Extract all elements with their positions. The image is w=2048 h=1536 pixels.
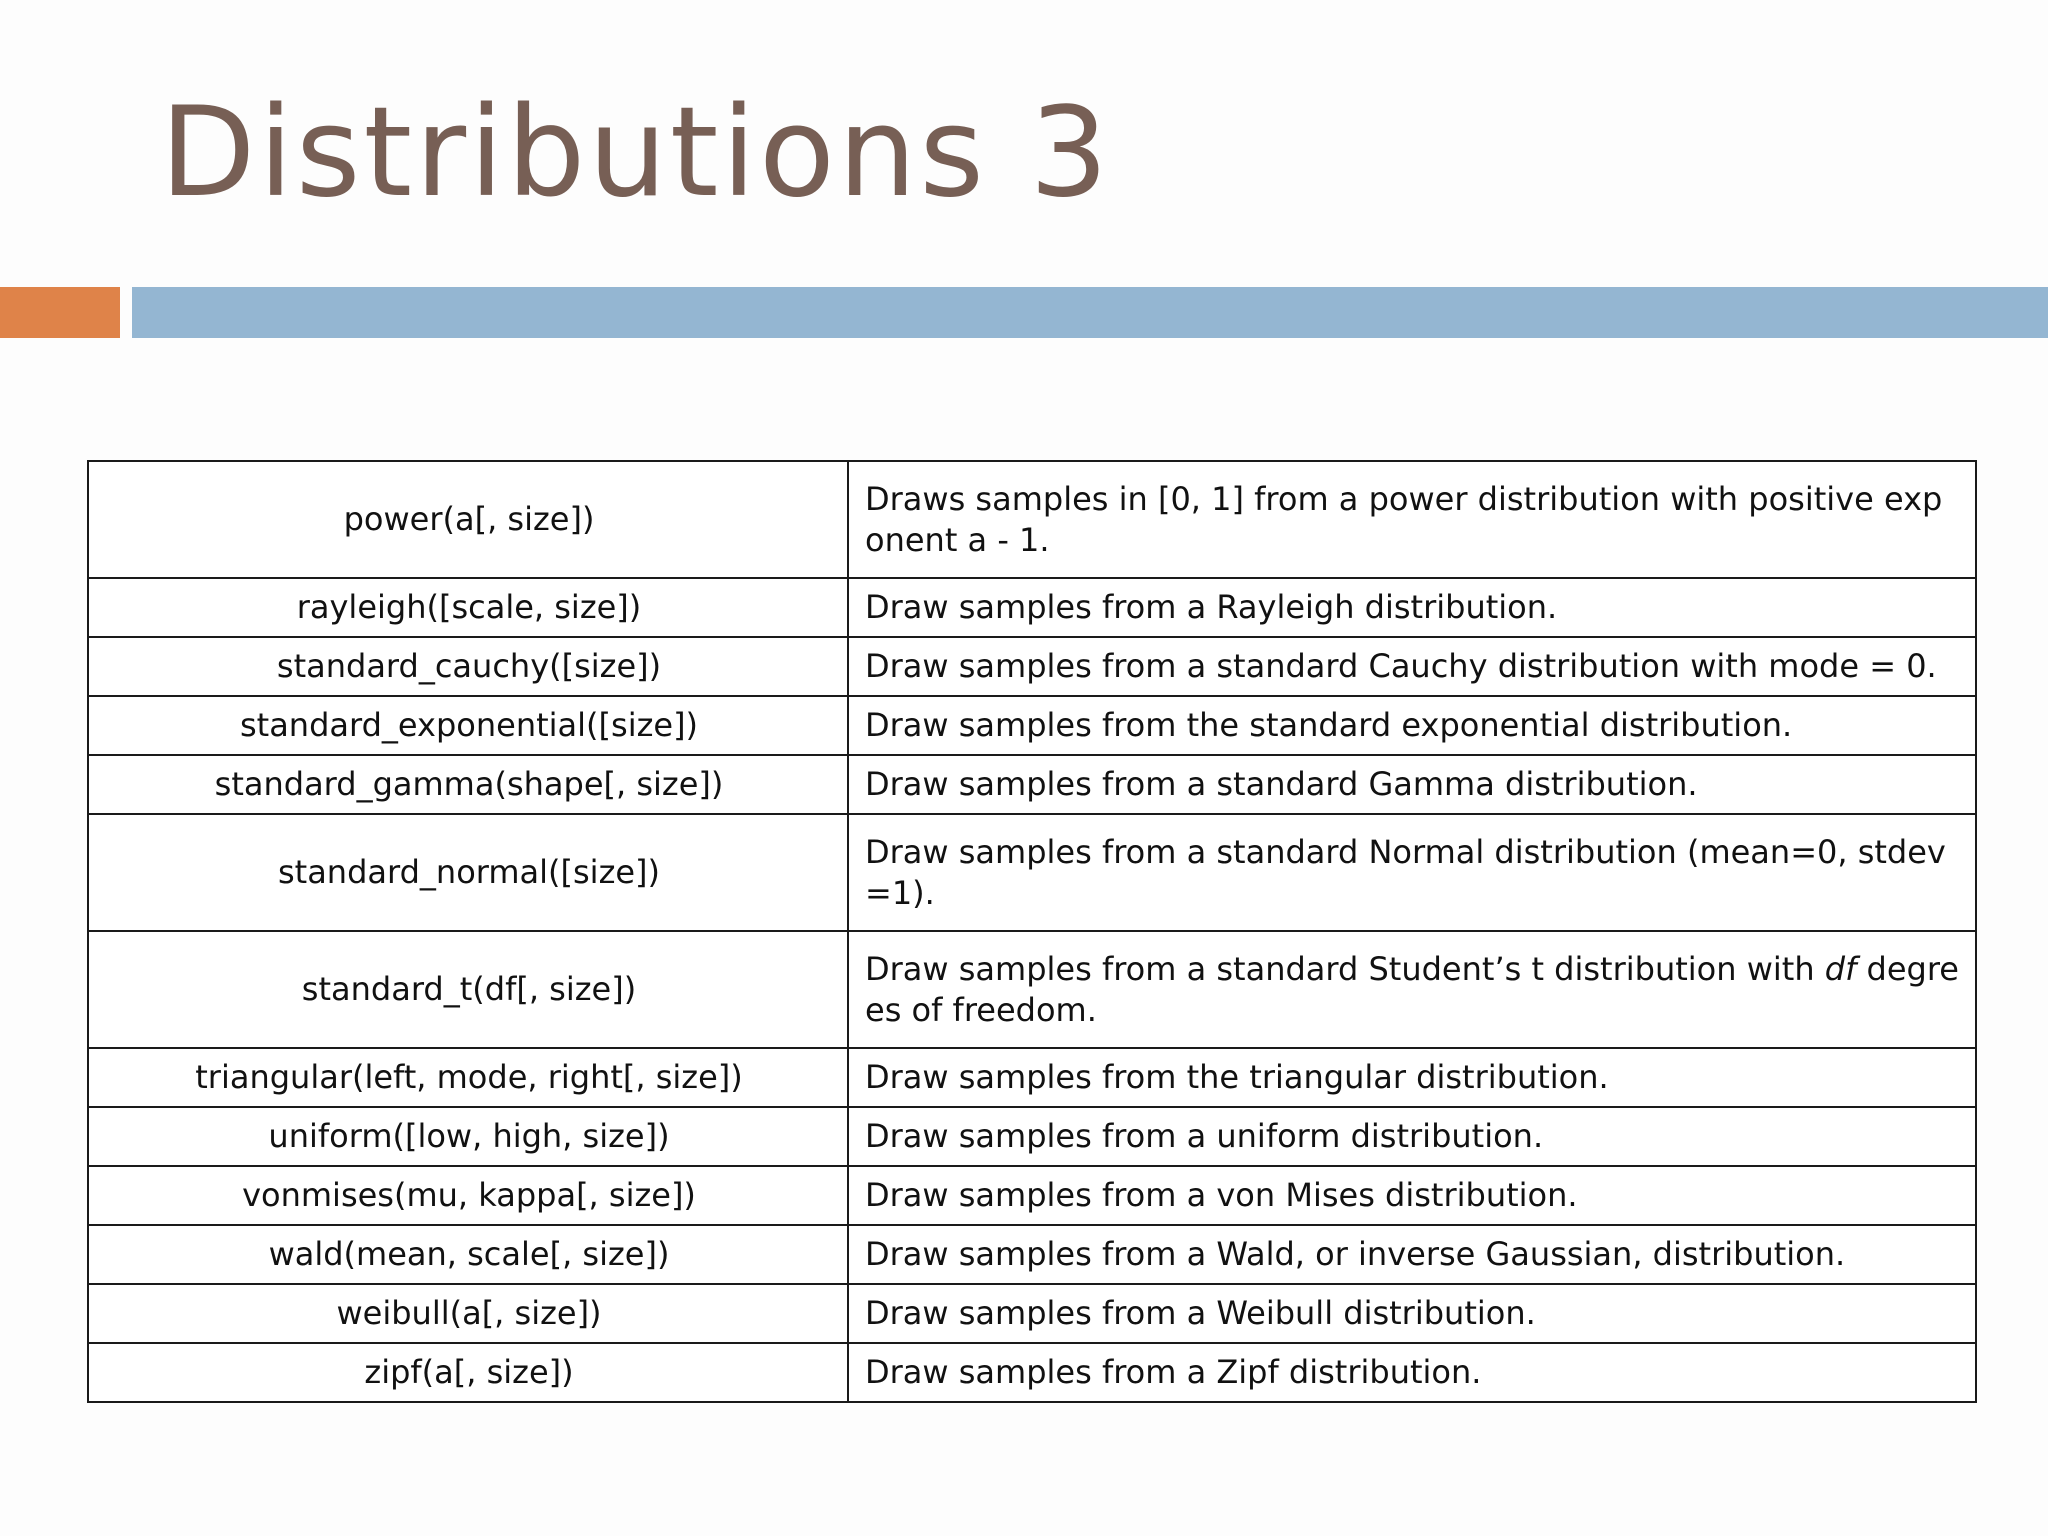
accent-bar-blue — [132, 287, 2048, 338]
table-row — [88, 1343, 1976, 1402]
table-row — [88, 461, 1976, 578]
table-row — [88, 1107, 1976, 1166]
table-row — [88, 931, 1976, 1048]
function-signature: vonmises(mu, kappa[, size]) — [88, 1166, 848, 1225]
function-description: Draw samples from a von Mises distribution. — [848, 1166, 1976, 1225]
table-row — [88, 755, 1976, 814]
table-row — [88, 814, 1976, 931]
function-description: Draw samples from a Rayleigh distribution. — [848, 578, 1976, 637]
function-description: Draw samples from a standard Normal distribution (mean=0, stdev=1). — [848, 814, 1976, 931]
description-text: degrees of freedom. — [865, 949, 1959, 1029]
function-signature: zipf(a[, size]) — [88, 1343, 848, 1402]
function-description: Draws samples in [0, 1] from a power distribution with positive exponent a - 1. — [848, 461, 1976, 578]
slide-title: Distributions 3 — [160, 81, 1112, 225]
function-description: Draw samples from a Zipf distribution. — [848, 1343, 1976, 1402]
function-signature: triangular(left, mode, right[, size]) — [88, 1048, 848, 1107]
table-row — [88, 696, 1976, 755]
table-row — [88, 1048, 1976, 1107]
function-description — [848, 931, 1976, 1048]
function-signature: wald(mean, scale[, size]) — [88, 1225, 848, 1284]
function-description: Draw samples from a standard Gamma distribution. — [848, 755, 1976, 814]
function-signature: rayleigh([scale, size]) — [88, 578, 848, 637]
description-italic: df — [1824, 949, 1857, 988]
function-description: Draw samples from the triangular distribution. — [848, 1048, 1976, 1107]
table-row — [88, 637, 1976, 696]
table-row — [88, 1225, 1976, 1284]
distributions-table — [87, 460, 1977, 1403]
function-signature: standard_cauchy([size]) — [88, 637, 848, 696]
table-row — [88, 1284, 1976, 1343]
function-description: Draw samples from the standard exponential distribution. — [848, 696, 1976, 755]
function-description: Draw samples from a standard Cauchy distribution with mode = 0. — [848, 637, 1976, 696]
function-description: Draw samples from a uniform distribution. — [848, 1107, 1976, 1166]
description-text: Draw samples from a standard Student’s t distribution with — [865, 949, 1825, 988]
function-description: Draw samples from a Weibull distribution. — [848, 1284, 1976, 1343]
function-signature: standard_normal([size]) — [88, 814, 848, 931]
table-row — [88, 1166, 1976, 1225]
function-signature: uniform([low, high, size]) — [88, 1107, 848, 1166]
function-signature: standard_t(df[, size]) — [88, 931, 848, 1048]
accent-bar-orange — [0, 287, 120, 338]
function-signature: power(a[, size]) — [88, 461, 848, 578]
function-signature: standard_gamma(shape[, size]) — [88, 755, 848, 814]
function-signature: weibull(a[, size]) — [88, 1284, 848, 1343]
function-description: Draw samples from a Wald, or inverse Gaussian, distribution. — [848, 1225, 1976, 1284]
function-signature: standard_exponential([size]) — [88, 696, 848, 755]
table-row — [88, 578, 1976, 637]
